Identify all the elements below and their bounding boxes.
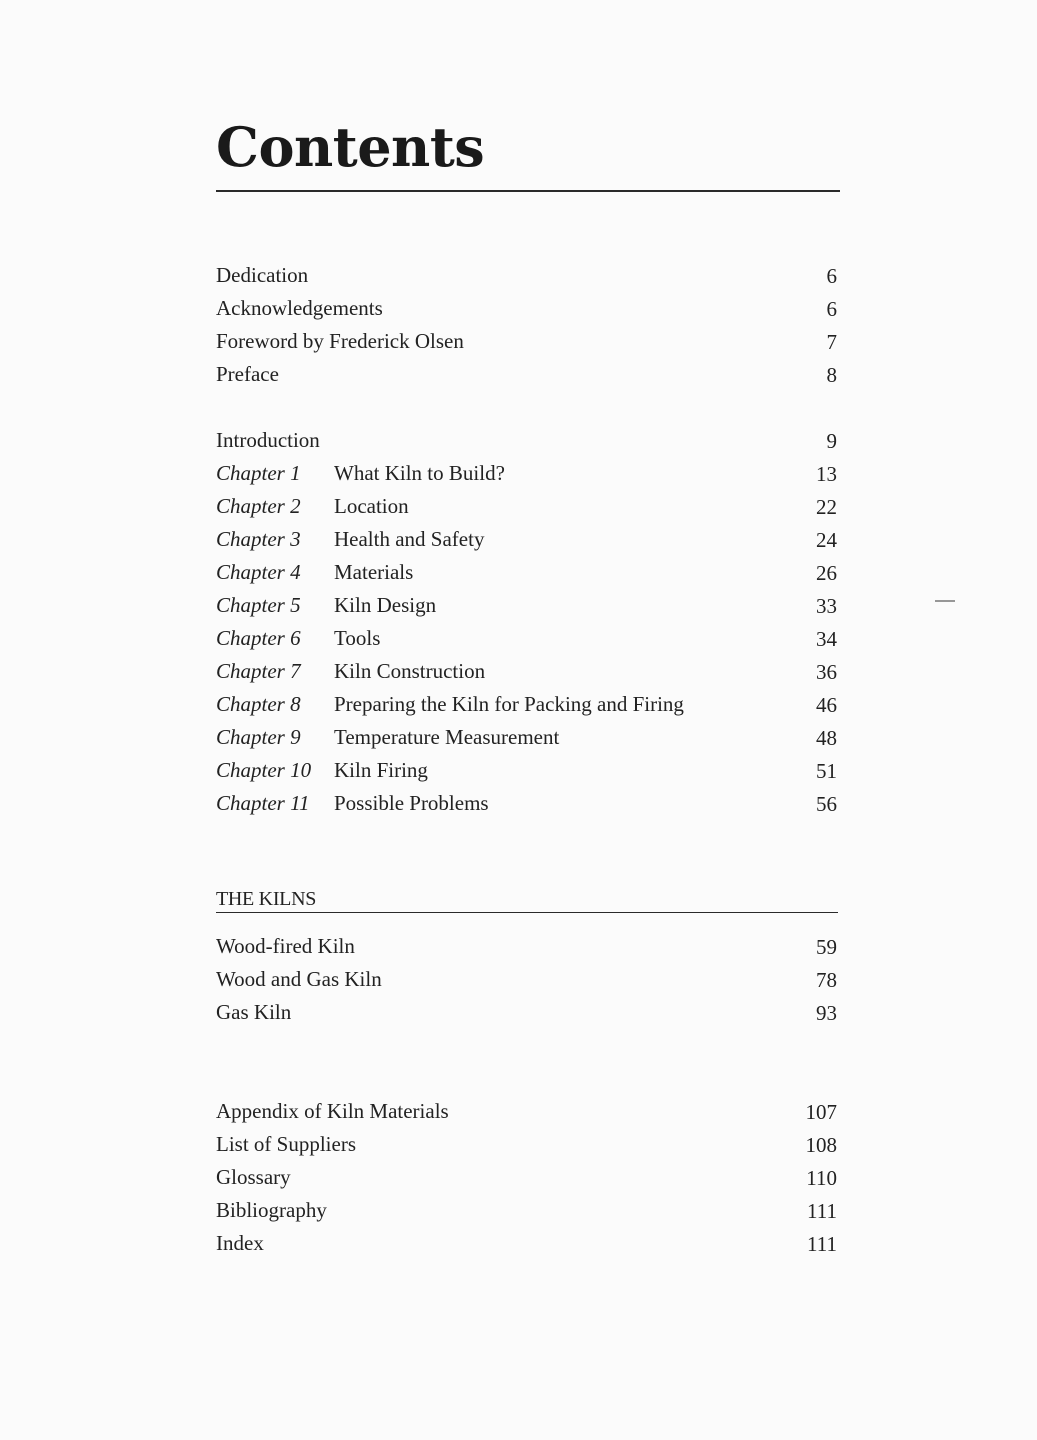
entry-page: 56	[816, 792, 837, 816]
entry-page: 6	[826, 264, 837, 288]
toc-entry-bibliography[interactable]	[216, 1194, 837, 1227]
kilns-section-heading: THE KILNS	[216, 886, 838, 913]
toc-entry-chapter-4[interactable]	[216, 556, 837, 589]
entry-page: 34	[816, 627, 837, 651]
chapter-number: Chapter 9	[216, 725, 301, 749]
toc-entry-index[interactable]	[216, 1227, 837, 1260]
entry-page: 7	[826, 330, 837, 354]
entry-label: Dedication	[216, 263, 309, 287]
entry-page: 107	[805, 1100, 837, 1124]
scan-mark	[935, 600, 955, 602]
toc-entry-introduction[interactable]	[216, 424, 837, 457]
entry-page: 108	[805, 1133, 837, 1157]
chapter-title: Location	[334, 494, 409, 518]
entry-page: 26	[816, 561, 837, 585]
entry-page: 9	[826, 429, 837, 453]
toc-entry-chapter-1[interactable]	[216, 457, 837, 490]
entry-page: 59	[816, 935, 837, 959]
entry-page: 33	[816, 594, 837, 618]
entry-label: Wood and Gas Kiln	[216, 967, 382, 991]
toc-entry-wood-and-gas-kiln[interactable]	[216, 963, 837, 996]
toc-entry-acknowledgements[interactable]	[216, 292, 837, 325]
entry-page: 8	[826, 363, 837, 387]
kilns-list	[216, 930, 837, 1029]
chapter-title: Materials	[334, 560, 414, 584]
toc-entry-dedication[interactable]	[216, 259, 837, 292]
chapter-number: Chapter 10	[216, 758, 312, 782]
entry-label: Acknowledgements	[216, 296, 383, 320]
entry-page: 22	[816, 495, 837, 519]
entry-label: Index	[216, 1231, 264, 1255]
chapter-number: Chapter 4	[216, 560, 301, 584]
entry-label: Wood-fired Kiln	[216, 934, 355, 958]
toc-entry-wood-fired-kiln[interactable]	[216, 930, 837, 963]
chapter-number: Chapter 5	[216, 593, 301, 617]
page-title: Contents	[216, 115, 485, 179]
toc-entry-chapter-9[interactable]	[216, 721, 837, 754]
toc-entry-chapter-7[interactable]	[216, 655, 837, 688]
chapter-title: Possible Problems	[334, 791, 489, 815]
chapter-title: Kiln Construction	[334, 659, 486, 683]
title-rule	[216, 190, 840, 192]
toc-entry-chapter-11[interactable]	[216, 787, 837, 820]
entry-page: 13	[816, 462, 837, 486]
chapter-title: Temperature Measurement	[334, 725, 560, 749]
chapter-title: Kiln Design	[334, 593, 437, 617]
chapter-title: What Kiln to Build?	[334, 461, 505, 485]
toc-entry-foreword[interactable]	[216, 325, 837, 358]
chapters-list	[216, 424, 837, 820]
entry-label: Bibliography	[216, 1198, 327, 1222]
chapter-number: Chapter 7	[216, 659, 301, 683]
chapter-title: Health and Safety	[334, 527, 485, 551]
back-matter-list	[216, 1095, 837, 1260]
toc-entry-preface[interactable]	[216, 358, 837, 391]
front-matter-list	[216, 259, 837, 391]
entry-label: Foreword by Frederick Olsen	[216, 329, 464, 353]
entry-page: 110	[806, 1166, 837, 1190]
entry-page: 111	[807, 1199, 837, 1223]
entry-page: 6	[826, 297, 837, 321]
entry-label: Gas Kiln	[216, 1000, 292, 1024]
toc-entry-chapter-8[interactable]	[216, 688, 837, 721]
toc-entry-appendix[interactable]	[216, 1095, 837, 1128]
entry-label: Preface	[216, 362, 279, 386]
entry-page: 93	[816, 1001, 837, 1025]
entry-page: 48	[816, 726, 837, 750]
entry-page: 36	[816, 660, 837, 684]
chapter-number: Chapter 2	[216, 494, 301, 518]
chapter-number: Chapter 1	[216, 461, 301, 485]
toc-entry-chapter-5[interactable]	[216, 589, 837, 622]
chapter-title: Tools	[334, 626, 381, 650]
chapter-number: Chapter 11	[216, 791, 310, 815]
chapter-number: Chapter 6	[216, 626, 301, 650]
entry-page: 51	[816, 759, 837, 783]
entry-page: 46	[816, 693, 837, 717]
toc-entry-chapter-2[interactable]	[216, 490, 837, 523]
entry-label: List of Suppliers	[216, 1132, 356, 1156]
toc-entry-chapter-6[interactable]	[216, 622, 837, 655]
entry-label: Appendix of Kiln Materials	[216, 1099, 449, 1123]
entry-label: Glossary	[216, 1165, 291, 1189]
chapter-title: Preparing the Kiln for Packing and Firing	[334, 692, 684, 716]
chapter-number: Chapter 3	[216, 527, 301, 551]
toc-entry-chapter-10[interactable]	[216, 754, 837, 787]
toc-entry-chapter-3[interactable]	[216, 523, 837, 556]
entry-page: 24	[816, 528, 837, 552]
chapter-number: Chapter 8	[216, 692, 301, 716]
entry-page: 111	[807, 1232, 837, 1256]
entry-label: Introduction	[216, 428, 320, 452]
toc-entry-glossary[interactable]	[216, 1161, 837, 1194]
toc-entry-gas-kiln[interactable]	[216, 996, 837, 1029]
chapter-title: Kiln Firing	[334, 758, 428, 782]
toc-entry-suppliers[interactable]	[216, 1128, 837, 1161]
entry-page: 78	[816, 968, 837, 992]
